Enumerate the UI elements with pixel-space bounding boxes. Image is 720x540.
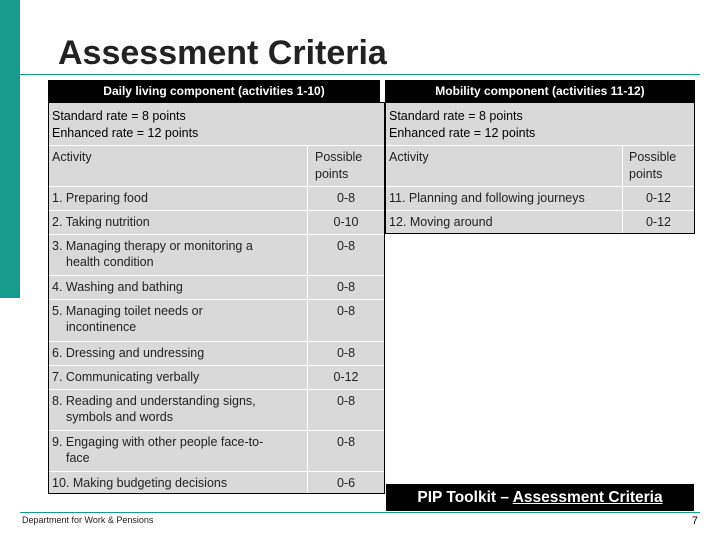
row-divider xyxy=(49,275,384,276)
title-underline xyxy=(20,74,700,75)
points-cell: 0-8 xyxy=(336,394,356,408)
activity-cell xyxy=(52,303,302,335)
row-divider xyxy=(49,145,384,146)
row-divider xyxy=(49,365,384,366)
activity-line: 1. Preparing food xyxy=(52,191,148,205)
department-name: Department for Work & Pensions xyxy=(22,515,154,525)
daily-living-header: Daily living component (activities 1-10) xyxy=(48,80,380,102)
row-divider xyxy=(386,210,694,211)
page-title: Assessment Criteria xyxy=(58,34,387,72)
activity-line: 8. Reading and understanding signs, xyxy=(52,394,256,408)
activity-line: face xyxy=(66,451,90,465)
activity-line: 5. Managing toilet needs or xyxy=(52,304,203,318)
row-divider xyxy=(386,186,694,187)
activity-line: 2. Taking nutrition xyxy=(52,215,150,229)
daily-col-points-2: points xyxy=(315,167,349,181)
activity-cell: 12. Moving around xyxy=(389,215,493,229)
row-divider xyxy=(49,299,384,300)
points-cell: 0-8 xyxy=(336,280,356,294)
points-cell: 0-10 xyxy=(333,215,359,229)
activity-line: incontinence xyxy=(66,320,137,334)
row-divider xyxy=(49,471,384,472)
points-cell: 0-8 xyxy=(336,239,356,253)
daily-enhanced-rate: Enhanced rate = 12 points xyxy=(52,126,199,140)
activity-cell xyxy=(52,475,302,491)
daily-col-activity: Activity xyxy=(52,150,92,164)
activity-cell xyxy=(52,190,302,206)
mobility-col-points-1: Possible xyxy=(629,150,677,164)
activity-cell: 11. Planning and following journeys xyxy=(389,191,585,205)
points-cell: 0-8 xyxy=(336,304,356,318)
activity-cell xyxy=(52,369,302,385)
activity-line: 6. Dressing and undressing xyxy=(52,346,205,360)
activity-cell xyxy=(52,393,302,425)
activity-line: 10. Making budgeting decisions xyxy=(52,475,228,490)
points-cell: 0-12 xyxy=(645,215,672,229)
points-cell: 0-8 xyxy=(336,435,356,449)
points-cell: 0-8 xyxy=(336,191,356,205)
activity-line: 9. Engaging with other people face-to- xyxy=(52,435,264,449)
mobility-col-points-2: points xyxy=(629,167,663,181)
footer-divider xyxy=(20,512,700,513)
row-divider xyxy=(49,341,384,342)
daily-col-points-1: Possible xyxy=(315,150,363,164)
points-cell: 0-6 xyxy=(336,476,356,490)
activity-line: 3. Managing therapy or monitoring a xyxy=(52,239,253,253)
activity-cell xyxy=(52,238,302,270)
row-divider xyxy=(49,186,384,187)
toolkit-banner xyxy=(386,484,694,511)
mobility-standard-rate: Standard rate = 8 points xyxy=(389,109,523,123)
points-cell: 0-12 xyxy=(645,191,672,205)
mobility-rates xyxy=(389,108,535,142)
activity-cell xyxy=(52,279,302,295)
page-number: 7 xyxy=(691,515,698,527)
row-divider xyxy=(49,389,384,390)
activity-line: 4. Washing and bathing xyxy=(52,280,183,294)
mobility-col-activity: Activity xyxy=(389,150,429,164)
activity-line: 7. Communicating verbally xyxy=(52,370,200,384)
activity-cell xyxy=(52,345,302,361)
row-divider xyxy=(49,234,384,235)
points-cell: 0-12 xyxy=(333,370,359,384)
toolkit-prefix: PIP Toolkit – xyxy=(417,489,513,506)
mobility-header: Mobility component (activities 11-12) xyxy=(385,80,695,102)
activity-line: symbols and words xyxy=(66,410,173,424)
row-divider xyxy=(49,430,384,431)
mobility-enhanced-rate: Enhanced rate = 12 points xyxy=(389,126,536,140)
points-cell: 0-8 xyxy=(336,346,356,360)
row-divider xyxy=(386,145,694,146)
toolkit-link[interactable]: Assessment Criteria xyxy=(512,489,663,506)
row-divider xyxy=(49,210,384,211)
accent-bar xyxy=(0,0,20,298)
activity-cell xyxy=(52,434,302,466)
activity-line: health condition xyxy=(66,255,154,269)
daily-standard-rate: Standard rate = 8 points xyxy=(52,109,186,123)
daily-living-rates xyxy=(52,108,198,142)
activity-cell xyxy=(52,214,302,230)
